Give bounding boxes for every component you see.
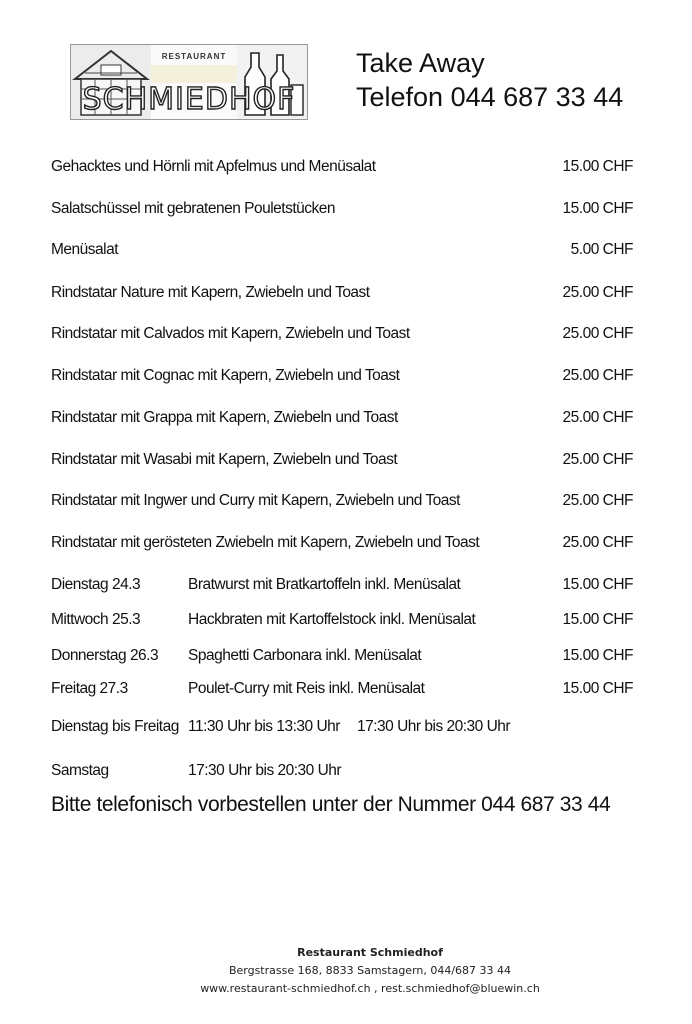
dish-price: 25.00 CHF bbox=[562, 367, 633, 384]
menu-item bbox=[51, 239, 641, 261]
dish-price: 25.00 CHF bbox=[562, 284, 633, 301]
menu-item bbox=[51, 407, 641, 429]
dish-price: 25.00 CHF bbox=[562, 534, 633, 551]
logo-label: RESTAURANT bbox=[161, 52, 227, 61]
order-note: Bitte telefonisch vorbestellen unter der Nummer 044 687 33 44 bbox=[51, 793, 611, 816]
dish-name: Rindstatar mit Calvados mit Kapern, Zwiebeln und Toast bbox=[51, 325, 410, 342]
special-dish: Bratwurst mit Bratkartoffeln inkl. Menüsalat bbox=[188, 576, 461, 593]
special-dish: Poulet-Curry mit Reis inkl. Menüsalat bbox=[188, 680, 425, 697]
dish-price: 15.00 CHF bbox=[562, 158, 633, 175]
footer-name: Restaurant Schmiedhof bbox=[297, 946, 443, 959]
dish-name: Gehacktes und Hörnli mit Apfelmus und Menüsalat bbox=[51, 158, 376, 175]
daily-special bbox=[51, 574, 641, 596]
special-day: Freitag 27.3 bbox=[51, 680, 128, 697]
logo-name: SCHMIEDHOF bbox=[82, 82, 296, 117]
dish-price: 15.00 CHF bbox=[562, 200, 633, 217]
hours-dinner: 17:30 Uhr bis 20:30 Uhr bbox=[357, 718, 511, 735]
dish-price: 25.00 CHF bbox=[562, 409, 633, 426]
menu-item bbox=[51, 282, 641, 304]
restaurant-logo bbox=[70, 44, 308, 120]
menu-item bbox=[51, 198, 641, 220]
dish-price: 25.00 CHF bbox=[562, 325, 633, 342]
menu-item bbox=[51, 156, 641, 178]
daily-special bbox=[51, 645, 641, 667]
special-day: Mittwoch 25.3 bbox=[51, 611, 141, 628]
special-price: 15.00 CHF bbox=[562, 576, 633, 593]
menu-item bbox=[51, 532, 641, 554]
dish-name: Rindstatar Nature mit Kapern, Zwiebeln und Toast bbox=[51, 284, 370, 301]
dish-name: Rindstatar mit Grappa mit Kapern, Zwiebeln und Toast bbox=[51, 409, 398, 426]
phone-line: Telefon 044 687 33 44 bbox=[356, 82, 624, 112]
special-price: 15.00 CHF bbox=[562, 611, 633, 628]
footer-address: Bergstrasse 168, 8833 Samstagern, 044/687 33 44 bbox=[228, 964, 512, 977]
hours-dinner: 17:30 Uhr bis 20:30 Uhr bbox=[188, 762, 342, 779]
dish-name: Rindstatar mit Wasabi mit Kapern, Zwiebeln und Toast bbox=[51, 451, 398, 468]
menu-item bbox=[51, 365, 641, 387]
special-dish: Spaghetti Carbonara inkl. Menüsalat bbox=[188, 647, 422, 664]
takeaway-header bbox=[356, 46, 623, 114]
hours-day: Samstag bbox=[51, 762, 109, 779]
hours-lunch: 11:30 Uhr bis 13:30 Uhr bbox=[188, 718, 340, 735]
special-price: 15.00 CHF bbox=[562, 680, 633, 697]
menu-item bbox=[51, 323, 641, 345]
dish-name: Salatschüssel mit gebratenen Pouletstücken bbox=[51, 200, 336, 217]
takeaway-title: Take Away bbox=[356, 48, 485, 78]
dish-name: Rindstatar mit Ingwer und Curry mit Kapern, Zwiebeln und Toast bbox=[51, 492, 460, 509]
hours-day: Dienstag bis Freitag bbox=[51, 718, 179, 735]
special-day: Donnerstag 26.3 bbox=[51, 647, 159, 664]
footer-contact: www.restaurant-schmiedhof.ch , rest.schmiedhof@bluewin.ch bbox=[200, 982, 540, 995]
daily-special bbox=[51, 609, 641, 631]
special-dish: Hackbraten mit Kartoffelstock inkl. Menüsalat bbox=[188, 611, 476, 628]
menu-item bbox=[51, 490, 641, 512]
dish-name: Rindstatar mit gerösteten Zwiebeln mit Kapern, Zwiebeln und Toast bbox=[51, 534, 480, 551]
dish-price: 5.00 CHF bbox=[570, 241, 633, 258]
dish-name: Rindstatar mit Cognac mit Kapern, Zwiebeln und Toast bbox=[51, 367, 400, 384]
daily-special bbox=[51, 678, 641, 700]
footer bbox=[0, 944, 692, 998]
special-day: Dienstag 24.3 bbox=[51, 576, 141, 593]
dish-name: Menüsalat bbox=[51, 241, 119, 258]
dish-price: 25.00 CHF bbox=[562, 451, 633, 468]
opening-hours-saturday bbox=[51, 760, 641, 782]
opening-hours-weekday bbox=[51, 716, 641, 738]
dish-price: 25.00 CHF bbox=[562, 492, 633, 509]
special-price: 15.00 CHF bbox=[562, 647, 633, 664]
menu-item bbox=[51, 449, 641, 471]
